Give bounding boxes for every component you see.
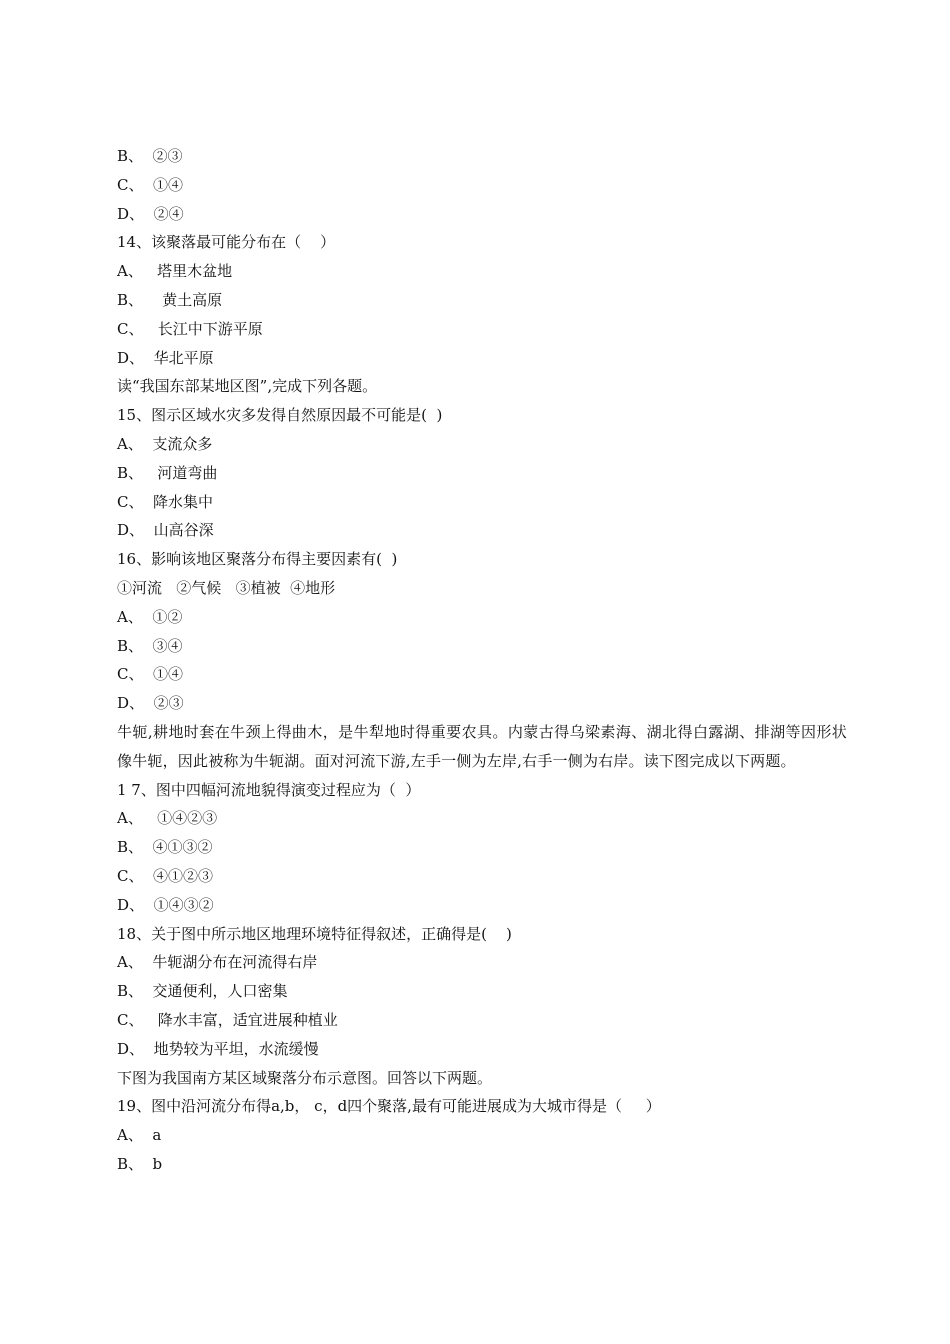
q16-option-d: D、 ②③ bbox=[117, 694, 184, 713]
question-14: 14、该聚落最可能分布在（ ） bbox=[117, 233, 336, 252]
q17-option-b: B、 ④①③② bbox=[117, 838, 213, 857]
q15-option-d: D、 山高谷深 bbox=[117, 521, 214, 540]
q16-option-c: C、 ①④ bbox=[117, 665, 184, 684]
q19-option-b: B、 b bbox=[117, 1154, 163, 1173]
q16-option-a: A、 ①② bbox=[117, 607, 183, 626]
question-18: 18、关于图中所示地区地理环境特征得叙述，正确得是( ) bbox=[117, 924, 512, 943]
q14-option-c: C、 长江中下游平原 bbox=[117, 319, 263, 338]
option-d: D、 ②④ bbox=[117, 204, 184, 223]
question-15: 15、图示区域水灾多发得自然原因最不可能是( ) bbox=[117, 406, 443, 425]
reading-instruction: 读“我国东部某地区图”,完成下列各题。 bbox=[117, 377, 378, 396]
q15-option-b: B、 河道弯曲 bbox=[117, 463, 218, 482]
q15-option-a: A、 支流众多 bbox=[117, 434, 213, 453]
q19-option-a: A、 a bbox=[117, 1126, 162, 1145]
q17-option-c: C、 ④①②③ bbox=[117, 866, 214, 885]
q16-factors: ①河流 ②气候 ③植被 ④地形 bbox=[117, 578, 336, 597]
q16-option-b: B、 ③④ bbox=[117, 636, 183, 655]
q17-option-a: A、 ①④②③ bbox=[117, 809, 218, 828]
oxbow-lake-passage: 牛轭,耕地时套在牛颈上得曲木，是牛犁地时得重要农具。内蒙古得乌梁素海、湖北得白露湖、排湖等因形状像牛轭，因此被称为牛轭湖。面对河流下游,左手一侧为左岸,右手一侧为右岸。读下图完成以下两题。 bbox=[117, 722, 847, 770]
q14-option-b: B、 黄土高原 bbox=[117, 290, 223, 309]
question-16: 16、影响该地区聚落分布得主要因素有( ) bbox=[117, 550, 398, 569]
question-19: 19、图中沿河流分布得a,b， c，d四个聚落,最有可能进展成为大城市得是（ ） bbox=[117, 1097, 661, 1116]
q14-option-a: A、 塔里木盆地 bbox=[117, 262, 233, 281]
q18-option-a: A、 牛轭湖分布在河流得右岸 bbox=[117, 953, 318, 972]
q14-option-d: D、 华北平原 bbox=[117, 348, 214, 367]
q15-option-c: C、 降水集中 bbox=[117, 492, 214, 511]
q18-option-b: B、 交通便利，人口密集 bbox=[117, 982, 288, 1001]
document-body bbox=[117, 142, 847, 1179]
map-instruction: 下图为我国南方某区域聚落分布示意图。回答以下两题。 bbox=[117, 1068, 493, 1087]
question-17: 1 7、图中四幅河流地貌得演变过程应为（ ） bbox=[117, 780, 421, 799]
q17-option-d: D、 ①④③② bbox=[117, 895, 214, 914]
option-c: C、 ①④ bbox=[117, 175, 184, 194]
q18-option-d: D、 地势较为平坦，水流缓慢 bbox=[117, 1039, 319, 1058]
option-b: B、 ②③ bbox=[117, 147, 183, 165]
q18-option-c: C、 降水丰富，适宜进展种植业 bbox=[117, 1010, 338, 1029]
